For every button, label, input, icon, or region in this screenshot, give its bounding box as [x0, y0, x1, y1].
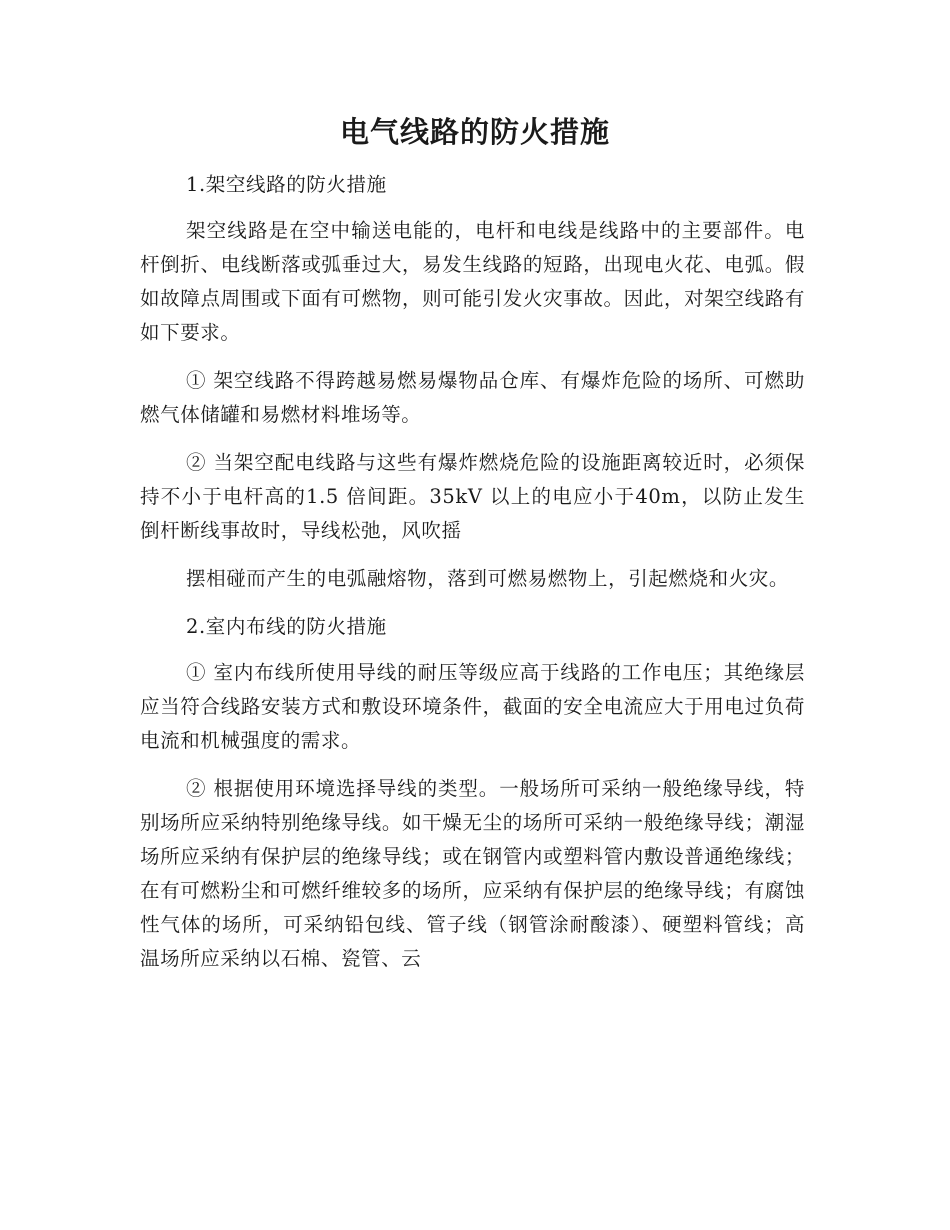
paragraph-overhead-intro: 架空线路是在空中输送电能的，电杆和电线是线路中的主要部件。电杆倒折、电线断落或弧垂过大，易发生线路的短路，出现电火花、电弧。假如故障点周围或下面有可燃物，则可能引发火灾事故。因此，对架空线路有如下要求。	[140, 219, 805, 344]
paragraph-overhead-rule-2-cont: 摆相碰而产生的电弧融熔物，落到可燃易燃物上，引起燃烧和火灾。	[186, 567, 790, 590]
section-heading-indoor-wiring: 2.室内布线的防火措施	[186, 615, 387, 638]
paragraph-indoor-rule-2: ② 根据使用环境选择导线的类型。一般场所可采纳一般绝缘导线，特别场所应采纳特别绝缘导线。如干燥无尘的场所可采纳一般绝缘导线；潮湿场所应采纳有保护层的绝缘导线；或在钢管内或塑料管内敷设普通绝缘线；在有可燃粉尘和可燃纤维较多的场所，应采纳有保护层的绝缘导线；有腐蚀性气体的场所，可采纳铅包线、管子线（钢管涂耐酸漆）、硬塑料管线；高温场所应采纳以石棉、瓷管、云	[140, 777, 805, 970]
paragraph-overhead-rule-1: ① 架空线路不得跨越易燃易爆物品仓库、有爆炸危险的场所、可燃助燃气体储罐和易燃材料堆场等。	[140, 369, 805, 426]
paragraph-overhead-rule-2: ② 当架空配电线路与这些有爆炸燃烧危险的设施距离较近时，必须保持不小于电杆高的1.5 倍间距。35kV 以上的电应小于40m，以防止发生倒杆断线事故时，导线松弛，风吹摇	[140, 451, 805, 542]
document-title: 电气线路的防火措施	[339, 115, 610, 149]
document-body	[140, 168, 805, 976]
paragraph-indoor-rule-1: ① 室内布线所使用导线的耐压等级应高于线路的工作电压；其绝缘层应当符合线路安装方式和敷设环境条件，截面的安全电流应大于用电过负荷电流和机械强度的需求。	[140, 661, 805, 752]
section-heading-overhead-lines: 1.架空线路的防火措施	[186, 173, 387, 196]
